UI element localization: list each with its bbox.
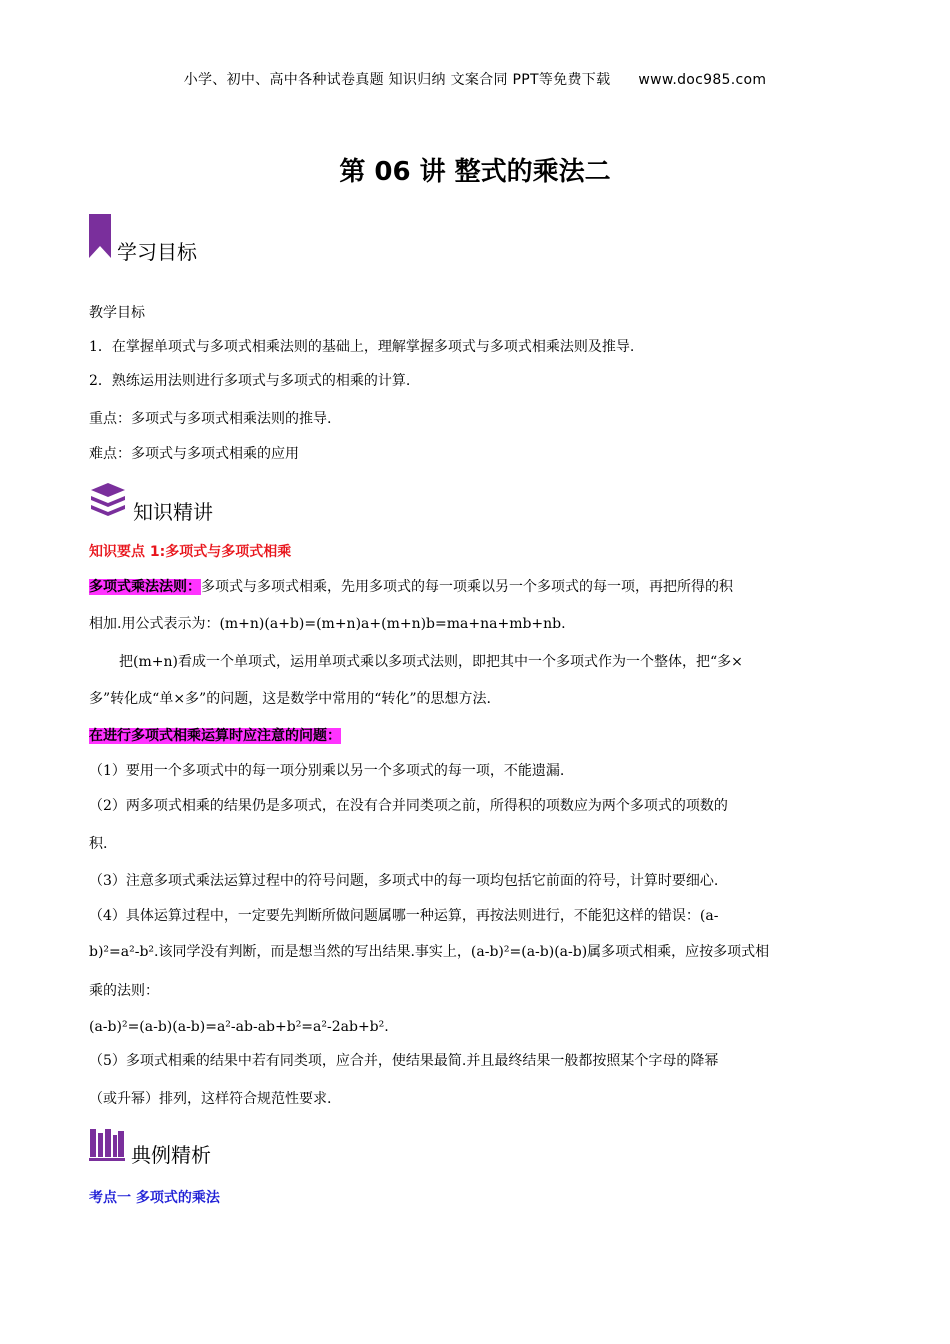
section-heading-knowledge bbox=[89, 480, 213, 523]
section-heading-examples bbox=[89, 1127, 211, 1166]
header-site[interactable]: www.doc985.com bbox=[638, 72, 767, 88]
notice-item-4-line-3: 乘的法则： bbox=[89, 983, 159, 999]
notice-label-row bbox=[89, 727, 859, 745]
rule-line-2: 相加.用公式表示为：(m+n)(a+b)=(m+n)a+(m+n)b=ma+na+mb+nb. bbox=[89, 616, 566, 632]
notice-item-5-line-2: （或升幂）排列，这样符合规范性要求. bbox=[89, 1091, 332, 1107]
page-header bbox=[0, 69, 950, 89]
explanation-line-2: 多”转化成“单×多”的问题，这是数学中常用的“转化”的思想方法. bbox=[89, 691, 491, 707]
goals-item-1: 1．在掌握单项式与多项式相乘法则的基础上，理解掌握多项式与多项式相乘法则及推导. bbox=[89, 339, 635, 355]
rule-label: 多项式乘法法则： bbox=[89, 579, 201, 595]
section-label-knowledge: 知识精讲 bbox=[133, 500, 213, 524]
notice-item-4-line-2: b)²=a²-b².该同学没有判断，而是想当然的写出结果.事实上，(a-b)²=(a-b)(a-b)属多项式相乘，应按多项式相 bbox=[89, 944, 770, 960]
notice-item-4-line-1: （4）具体运算过程中，一定要先判断所做问题属哪一种运算，再按法则进行，不能犯这样的错误：(a- bbox=[89, 908, 719, 924]
notice-label: 在进行多项式相乘运算时应注意的问题： bbox=[89, 728, 341, 744]
knowledge-point-title: 知识要点 1:多项式与多项式相乘 bbox=[89, 544, 292, 560]
rule-text: 多项式与多项式相乘，先用多项式的每一项乘以另一个多项式的每一项，再把所得的积 bbox=[201, 579, 733, 595]
page-title: 第 06 讲 整式的乘法二 bbox=[339, 157, 611, 187]
notice-item-4-formula: (a-b)²=(a-b)(a-b)=a²-ab-ab+b²=a²-2ab+b². bbox=[89, 1019, 389, 1035]
rule-line-1 bbox=[89, 578, 859, 596]
book-stack-icon bbox=[89, 480, 127, 523]
notice-item-3: （3）注意多项式乘法运算过程中的符号问题，多项式中的每一项均包括它前面的符号，计算时要细心. bbox=[89, 873, 719, 889]
bookshelf-icon bbox=[89, 1127, 125, 1166]
section-heading-goals bbox=[89, 214, 197, 263]
notice-item-1: （1）要用一个多项式中的每一项分别乘以另一个多项式的每一项，不能遗漏. bbox=[89, 763, 565, 779]
header-text: 小学、初中、高中各种试卷真题 知识归纳 文案合同 PPT等免费下载 bbox=[183, 72, 611, 88]
goals-item-2: 2．熟练运用法则进行多项式与多项式的相乘的计算. bbox=[89, 373, 411, 389]
notice-item-2-line-1: （2）两多项式相乘的结果仍是多项式，在没有合并同类项之前，所得积的项数应为两个多项式的项数的 bbox=[89, 798, 728, 814]
explanation-line-1: 把(m+n)看成一个单项式，运用单项式乘以多项式法则，即把其中一个多项式作为一个整体，把“多× bbox=[119, 654, 743, 670]
notice-item-5-line-1: （5）多项式相乘的结果中若有同类项，应合并，使结果最简.并且最终结果一般都按照某个字母的降幂 bbox=[89, 1053, 719, 1069]
goals-difficult-point: 难点：多项式与多项式相乘的应用 bbox=[89, 446, 299, 462]
notice-item-2-line-2: 积. bbox=[89, 836, 108, 852]
example-point-1: 考点一 多项式的乘法 bbox=[89, 1190, 220, 1206]
goals-key-point: 重点：多项式与多项式相乘法则的推导. bbox=[89, 411, 332, 427]
goals-heading: 教学目标 bbox=[89, 305, 145, 321]
section-label-goals: 学习目标 bbox=[117, 240, 197, 264]
section-label-examples: 典例精析 bbox=[131, 1143, 211, 1167]
bookmark-icon bbox=[89, 214, 111, 263]
